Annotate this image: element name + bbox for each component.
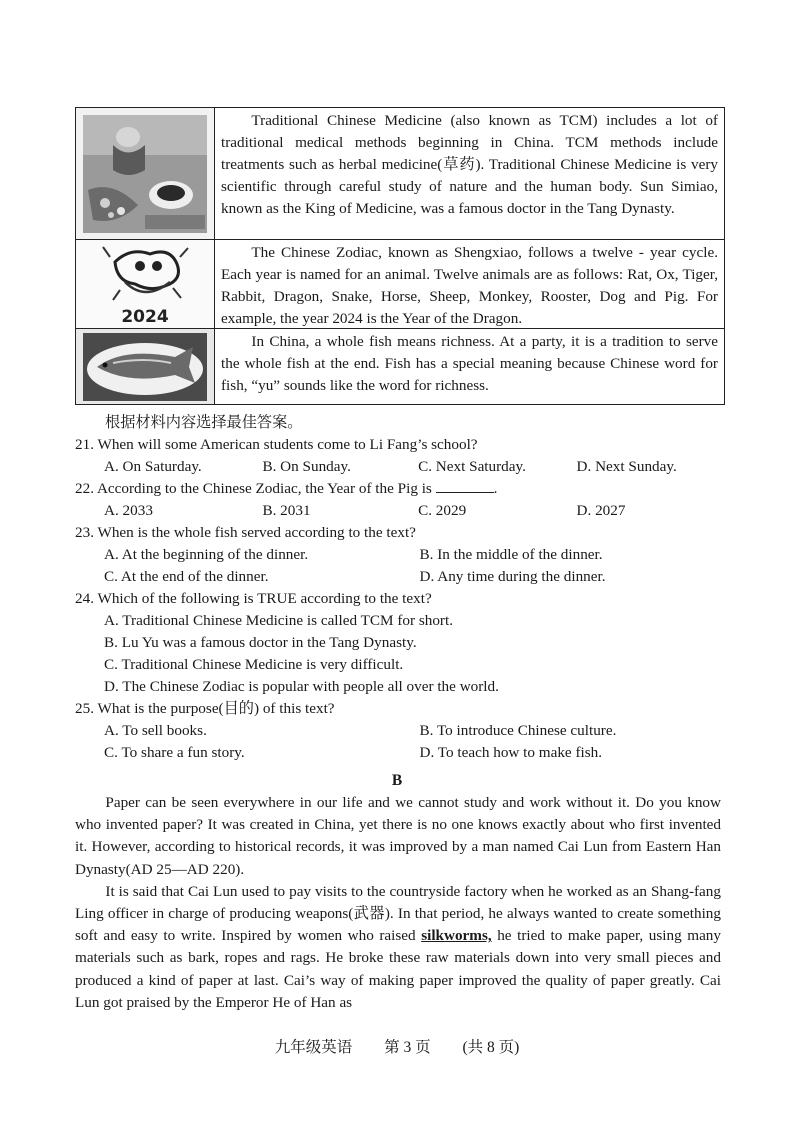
question-25-options-ab — [75, 720, 735, 742]
whole-fish-dish-image — [83, 333, 207, 401]
question-21-options — [75, 456, 735, 478]
question-22-stem: 22. According to the Chinese Zodiac, the Year of the Pig is — [75, 480, 436, 497]
passage-paragraph-1: Paper can be seen everywhere in our life and we cannot study and work without it. Do you know who invented paper? It was created in China, yet there is no one knows exactly about who first invented it. However, according to historical records, it was improved by a man named Cai Lun from Eastern Han Dynasty(AD 25—AD 220). — [75, 794, 721, 878]
question-22 — [75, 478, 735, 500]
option-a[interactable]: A. Traditional Chinese Medicine is called TCM for short. — [104, 612, 453, 629]
paragraph-2-end: he tried to make paper, using many materials such as bark, ropes and rags. He broke these raw materials down into very small pieces and produced a kind of paper at last. Cai’s way of making paper improved the quality of paper greatly. Cai Lun got praised by the Emperor He of Han as — [75, 927, 721, 1011]
footer-grade: 九年级英语 — [274, 1039, 353, 1056]
option-c[interactable]: C. At the end of the dinner. — [104, 568, 269, 585]
option-a[interactable]: A. On Saturday. — [104, 458, 202, 475]
question-21: 21. When will some American students come to Li Fang’s school? — [75, 436, 478, 453]
tcm-description: Traditional Chinese Medicine (also known as TCM) includes a lot of traditional medical methods beginning in China. TCM methods include treatments such as herbal medicine(草药). Traditional Chinese Medicine is very scientific through careful study of nature and the human body. Sun Simiao, known as the King of Medicine, was a famous doctor in the Tang Dynasty. — [221, 112, 718, 217]
footer-total-pages: (共 8 页) — [462, 1039, 520, 1056]
page-footer — [0, 1035, 794, 1057]
instruction-text: 根据材料内容选择最佳答案。 — [105, 414, 303, 431]
paragraph-2-start: It is said that Cai Lun used to pay visits to the countryside factory when he worked as an Shang-fang Ling officer in charge of producing weapons(武器). In that period, he always wanted to create something soft and easy to write. Inspired by women who raised — [75, 882, 721, 945]
table-row-fish — [76, 329, 724, 404]
question-25-options-cd — [75, 742, 735, 764]
question-23-options-cd — [75, 566, 735, 588]
dragon-2024-image — [95, 242, 195, 326]
footer-page-number: 第 3 页 — [384, 1039, 431, 1056]
underlined-word-silkworms: silkworms, — [421, 927, 492, 945]
tcm-photo — [76, 108, 215, 239]
option-c[interactable]: C. To share a fun story. — [104, 744, 245, 761]
option-b[interactable]: B. In the middle of the dinner. — [419, 546, 603, 563]
tea-herbal-medicine-image — [83, 115, 207, 233]
fish-description: In China, a whole fish means richness. At a party, it is a tradition to serve the whole fish at the end. Fish has a special meaning because Chinese word for fish, “yu” sounds like the word for richness. — [221, 333, 718, 394]
option-d[interactable]: D. Any time during the dinner. — [419, 568, 606, 585]
option-a[interactable]: A. To sell books. — [104, 722, 207, 739]
table-row-zodiac — [76, 240, 724, 329]
reading-material-table — [75, 107, 725, 405]
table-row-tcm — [76, 108, 724, 240]
fish-photo — [76, 329, 215, 404]
year-2024-caption: 2024 — [121, 307, 169, 326]
zodiac-description: The Chinese Zodiac, known as Shengxiao, follows a twelve - year cycle. Each year is named for an animal. Twelve animals are as follows: Rat, Ox, Tiger, Rabbit, Dragon, Snake, Horse, Sheep, Monkey, Rooster, Dog and Pig. For example, the year 2024 is the Year of the Dragon. — [221, 244, 718, 327]
dragon-drawing — [76, 240, 215, 328]
section-b-heading: B — [391, 772, 403, 789]
option-d[interactable]: D. To teach how to make fish. — [419, 744, 603, 761]
question-list — [75, 412, 735, 764]
option-d[interactable]: D. Next Sunday. — [576, 458, 677, 475]
question-22-period: . — [493, 480, 498, 497]
option-b[interactable]: B. Lu Yu was a famous doctor in the Tang Dynasty. — [104, 634, 417, 651]
option-b[interactable]: B. 2031 — [262, 502, 311, 519]
option-b[interactable]: B. On Sunday. — [262, 458, 351, 475]
passage-paragraph-2 — [75, 881, 721, 1014]
question-22-options — [75, 500, 735, 522]
question-25: 25. What is the purpose(目的) of this text? — [75, 700, 335, 717]
option-b[interactable]: B. To introduce Chinese culture. — [419, 722, 617, 739]
question-24: 24. Which of the following is TRUE according to the text? — [75, 590, 432, 607]
answer-blank — [436, 478, 494, 493]
option-a[interactable]: A. At the beginning of the dinner. — [104, 546, 309, 563]
option-c[interactable]: C. Traditional Chinese Medicine is very difficult. — [104, 656, 404, 673]
option-a[interactable]: A. 2033 — [104, 502, 153, 519]
option-c[interactable]: C. Next Saturday. — [418, 458, 526, 475]
option-d[interactable]: D. The Chinese Zodiac is popular with people all over the world. — [104, 678, 499, 695]
passage-b — [75, 792, 721, 1014]
option-d[interactable]: D. 2027 — [576, 502, 626, 519]
question-23: 23. When is the whole fish served according to the text? — [75, 524, 416, 541]
question-23-options-ab — [75, 544, 735, 566]
option-c[interactable]: C. 2029 — [418, 502, 467, 519]
